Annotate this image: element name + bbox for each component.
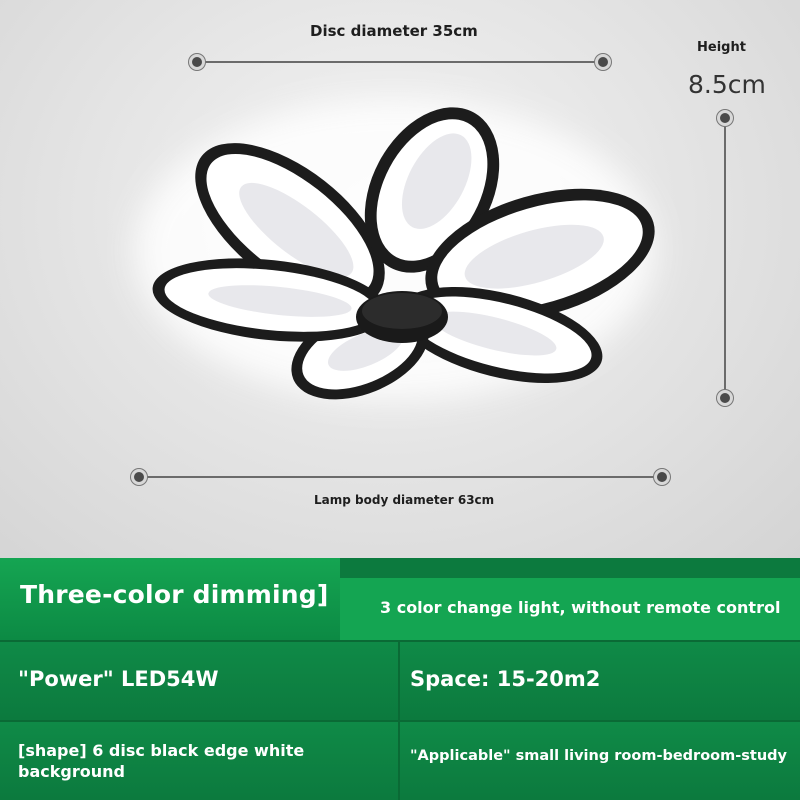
body-diameter-label: Lamp body diameter 63cm: [314, 493, 495, 507]
disc-left-marker: [189, 54, 205, 70]
tagline-text: 3 color change light, without remote control: [380, 598, 781, 617]
shape-spec: [shape] 6 disc black edge white background: [0, 720, 400, 800]
height-value: 8.5cm: [688, 70, 766, 99]
space-spec: Space: 15-20m2: [400, 640, 800, 720]
power-spec: "Power" LED54W: [0, 640, 400, 720]
applicable-spec: "Applicable" small living room-bedroom-study: [400, 720, 800, 800]
body-dimension-line: [139, 476, 662, 478]
disc-right-marker: [595, 54, 611, 70]
height-label: Height: [697, 40, 746, 55]
height-dimension-line: [724, 118, 726, 398]
disc-dimension-line: [197, 61, 603, 63]
disc-diameter-label: Disc diameter 35cm: [310, 22, 478, 40]
height-top-marker: [717, 110, 733, 126]
body-right-marker: [654, 469, 670, 485]
body-left-marker: [131, 469, 147, 485]
banner-title: Three-color dimming]: [0, 558, 340, 640]
tagline-bar: [340, 578, 800, 640]
height-bottom-marker: [717, 390, 733, 406]
